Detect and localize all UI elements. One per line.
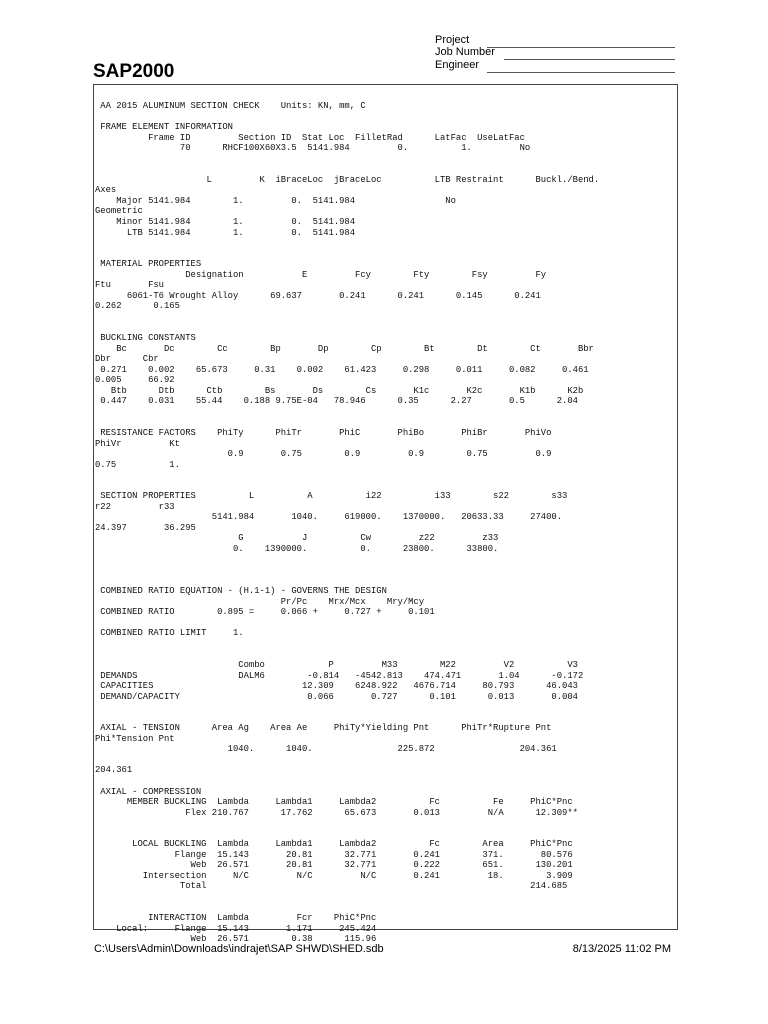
report-line: Ftu Fsu (95, 280, 164, 291)
report-line: DEMAND/CAPACITY 0.066 0.727 0.101 0.013 0.004 (95, 691, 578, 702)
report-line: Phi*Tension Pnt (95, 733, 175, 744)
report-line: FRAME ELEMENT INFORMATION (95, 122, 233, 133)
job-number-line (504, 59, 675, 60)
project-label: Project (435, 34, 470, 46)
file-path: C:\Users\Admin\Downloads\indrajet\SAP SHWD\SHED.sdb (94, 943, 384, 955)
report-line: CAPACITIES 12.309 6248.922 4676.714 80.793 46.043 (95, 681, 578, 692)
report-line: 70 RHCF100X60X3.5 5141.984 0. 1. No (95, 143, 531, 154)
report-line: Geometric (95, 206, 143, 217)
section-check-report (95, 101, 599, 945)
report-line: MATERIAL PROPERTIES (95, 259, 202, 270)
report-line: 0.262 0.165 (95, 301, 180, 312)
report-line: SECTION PROPERTIES L A i22 i33 s22 s33 (95, 491, 568, 502)
report-line: LOCAL BUCKLING Lambda Lambda1 Lambda2 Fc Area PhiC*Pnc (95, 839, 573, 850)
report-line: 24.397 36.295 (95, 522, 196, 533)
report-line: BUCKLING CONSTANTS (95, 333, 196, 344)
report-line: LTB 5141.984 1. 0. 5141.984 (95, 227, 356, 238)
report-line: 204.361 (95, 765, 133, 776)
report-line: Flex 210.767 17.762 65.673 0.013 N/A 12.309** (95, 807, 578, 818)
report-line: Web 26.571 0.38 115.96 (95, 934, 377, 945)
report-line: PhiVr Kt (95, 438, 180, 449)
report-line: COMBINED RATIO LIMIT 1. (95, 628, 244, 639)
report-line: 6061-T6 Wrought Alloy 69.637 0.241 0.241 0.145 0.241 (95, 290, 541, 301)
report-line: Bc Dc Cc Bp Dp Cp Bt Dt Ct Bbr (95, 343, 594, 354)
report-line: 0.9 0.75 0.9 0.9 0.75 0.9 (95, 449, 552, 460)
report-line: Web 26.571 20.81 32.771 0.222 651. 130.201 (95, 860, 573, 871)
report-line: COMBINED RATIO 0.895 = 0.066 + 0.727 + 0.101 (95, 607, 435, 618)
report-line: L K iBraceLoc jBraceLoc LTB Restraint Buckl./Bend. (95, 174, 600, 185)
report-line: Pr/Pc Mrx/Mcx Mry/Mcy (95, 596, 425, 607)
report-line: Btb Dtb Ctb Bs Ds Cs K1c K2c K1b K2b (95, 385, 584, 396)
print-timestamp: 8/13/2025 11:02 PM (572, 943, 671, 955)
engineer-label: Engineer (435, 59, 480, 71)
report-line: 0.75 1. (95, 459, 180, 470)
report-line: 0. 1390000. 0. 23800. 33800. (95, 543, 499, 554)
report-line: Combo P M33 M22 V2 V3 (95, 659, 578, 670)
report-line: DEMANDS DALM6 -0.814 -4542.813 474.471 1.04 -0.172 (95, 670, 584, 681)
report-line: Intersection N/C N/C N/C 0.241 18. 3.909 (95, 870, 573, 881)
report-line: Flange 15.143 20.81 32.771 0.241 371. 80.576 (95, 849, 573, 860)
report-line: Minor 5141.984 1. 0. 5141.984 (95, 217, 356, 228)
report-line: AXIAL - TENSION Area Ag Area Ae PhiTy*Yielding Pnt PhiTr*Rupture Pnt (95, 723, 552, 734)
report-line: Frame ID Section ID Stat Loc FilletRad LatFac UseLatFac (95, 132, 525, 143)
report-line: 0.005 66.92 (95, 375, 175, 386)
report-line: 0.447 0.031 55.44 0.188 9.75E-04 78.946 0.35 2.27 0.5 2.04 (95, 396, 578, 407)
report-line: Local: Flange 15.143 1.171 245.424 (95, 923, 377, 934)
report-line: 1040. 1040. 225.872 204.361 (95, 744, 557, 755)
app-title: SAP2000 (93, 61, 175, 82)
report-line: Designation E Fcy Fty Fsy Fy (95, 269, 547, 280)
report-line: Dbr Cbr (95, 354, 159, 365)
report-line: MEMBER BUCKLING Lambda Lambda1 Lambda2 Fc Fe PhiC*Pnc (95, 797, 573, 808)
report-line: COMBINED RATIO EQUATION - (H.1-1) - GOVERNS THE DESIGN (95, 586, 387, 597)
report-line: r22 r33 (95, 501, 175, 512)
report-line: Axes (95, 185, 117, 196)
report-line: 0.271 0.002 65.673 0.31 0.002 61.423 0.298 0.011 0.082 0.461 (95, 364, 589, 375)
report-line: 5141.984 1040. 619000. 1370000. 20633.33 27400. (95, 512, 563, 523)
report-line: AXIAL - COMPRESSION (95, 786, 202, 797)
job-number-label: Job Number (435, 46, 495, 58)
report-line: G J Cw z22 z33 (95, 533, 499, 544)
report-line: Major 5141.984 1. 0. 5141.984 No (95, 195, 456, 206)
report-line: Total 214.685 (95, 881, 568, 892)
project-line (487, 47, 675, 48)
engineer-line (487, 72, 675, 73)
report-frame (93, 84, 678, 945)
report-line: AA 2015 ALUMINUM SECTION CHECK Units: KN, mm, C (95, 101, 366, 111)
report-line: INTERACTION Lambda Fcr PhiC*Pnc (95, 913, 377, 924)
report-line: RESISTANCE FACTORS PhiTy PhiTr PhiC PhiBo PhiBr PhiVo (95, 427, 552, 438)
